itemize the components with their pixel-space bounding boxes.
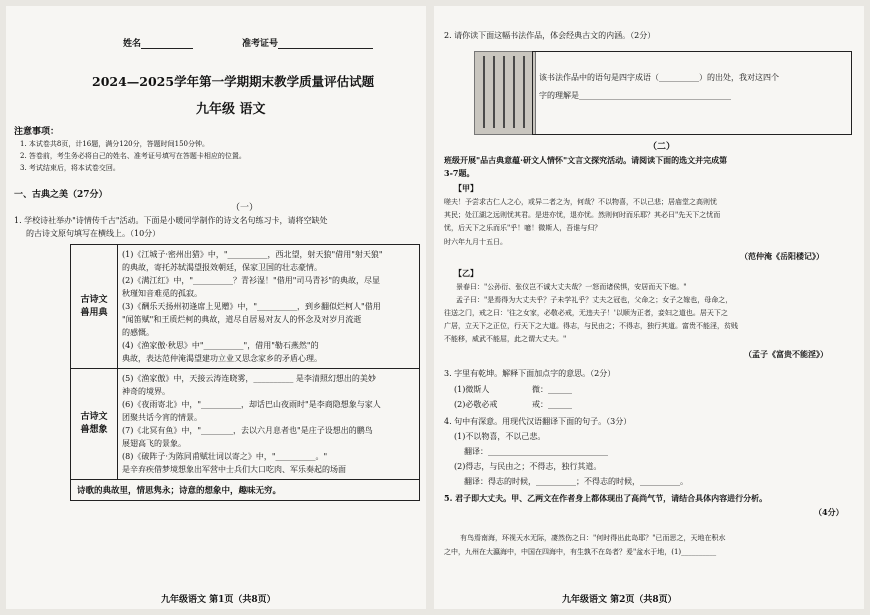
page-footer: 九年级语文 第1页（共8页）: [161, 595, 276, 605]
items-cell: [118, 369, 420, 480]
blank-item: 的感慨。: [122, 328, 154, 337]
blank-item: "闻笛赋"和王质烂柯的典故，道尽自居易对友人的怀念及对岁月流逝: [122, 315, 362, 324]
passage-line: 景春曰："公孙衍、张仪岂不诚大丈夫哉？一怒而诸侯惧，安居而天下熄。": [456, 283, 687, 291]
passage-line: 嗟夫！予尝求古仁人之心，或异二者之为，何哉？不以物喜，不以己悲；居庙堂之高则忧: [444, 198, 717, 206]
question-5-score: （4分）: [814, 507, 844, 517]
intro-text: 班级开展"品古典意蕴·研文人情怀"文言文探究活动。请阅读下面的选文并完成第: [444, 155, 728, 165]
notice-item: 1. 本试卷共8页，计16题，满分120分，答题时间150分钟。: [20, 140, 209, 148]
blank-item: 秋瑾知音难觅的孤寂。: [122, 289, 202, 298]
q3-item: (2)必敬必戒: [454, 400, 498, 409]
blank-item: 神奇的境界。: [122, 387, 170, 396]
passage-line: 往送之门，戒之曰：'往之女家，必敬必戒，无违夫子！'以顺为正者，妾妇之道也。居天下之: [444, 309, 728, 317]
q3-item: (1)微斯人: [454, 385, 490, 394]
exam-subject: 九年级 语文: [196, 102, 266, 117]
passage-source: （范仲淹《岳阳楼记》）: [740, 251, 824, 261]
blank-item: (2)《满江红》中，"__________？青衫湿！"借用"司马青衫"的典故，尽显: [122, 276, 381, 285]
passage-line: 其民；处江湖之远则忧其君。是进亦忧，退亦忧。然则何时而乐耶？其必曰"先天下之忧而: [444, 211, 721, 219]
blank-item: (4)《渔家傲·秋思》中"__________"，借用"勒石燕然"的: [122, 341, 319, 350]
section-heading: 一、古典之美（27分）: [14, 190, 108, 200]
passage-label: 【乙】: [454, 268, 478, 278]
blank-item: 展翅高飞的景象。: [122, 439, 186, 448]
poem-practice-table: [70, 244, 420, 501]
passage-line: 不能移，威武不能屈，此之谓大丈夫。": [444, 335, 567, 343]
q4-item: (2)得志，与民由之；不得志，独行其道。: [454, 462, 602, 471]
question-1: 1. 学校诗社举办"诗情传千古"活动。下面是小暖同学制作的诗文名句练习卡，请将空缺处: [14, 216, 328, 225]
name-label: 姓名: [123, 36, 193, 49]
question-5: 5. 君子即大丈夫。甲、乙两文在作者身上都体现出了高尚气节，请结合具体内容进行分析。: [444, 493, 768, 503]
bottom-passage: 之中，九州在大瀛海中，中国在四海中，有生孰不在岛者？爰"盆水于地，(1)__________: [444, 548, 717, 556]
passage-line: 忧，后天下之乐而乐"乎！噫！微斯人，吾谁与归？: [444, 224, 602, 232]
blank-item: (3)《酬乐天扬州初逢席上见赠》中，"__________，到乡翻似烂柯人"借用: [122, 302, 381, 311]
page-footer: 九年级语文 第2页（共8页）: [562, 595, 677, 605]
intro-text-cont: 3-7题。: [444, 168, 475, 178]
part-marker: （一）: [231, 203, 259, 213]
items-cell: [118, 245, 420, 369]
q4-answer: 翻译：得志的时候，__________；不得志的时候，__________。: [464, 477, 688, 486]
calligraphy-answer-box: [532, 51, 852, 135]
exam-page-2: [434, 6, 864, 609]
passage-line: 时六年九月十五日。: [444, 238, 507, 246]
id-label: 准考证号: [242, 36, 373, 49]
blank-item: (5)《渔家傲》中，天接云涛连晓雾，__________ 是李清照幻想出的美妙: [122, 374, 376, 383]
passage-line: 广居，立天下之正位，行天下之大道。得志，与民由之；不得志，独行其道。富贵不能淫，贫贱: [444, 322, 738, 330]
passage-line: 孟子曰："是焉得为大丈夫乎？子未学礼乎？丈夫之冠也，父命之；女子之嫁也，母命之，: [456, 296, 733, 304]
exam-page-1: [6, 6, 426, 609]
blank-item: (1)《江城子·密州出猎》中，"__________，西北望，射天狼"借用"射天狼": [122, 250, 383, 259]
notice-item: 2. 答卷前，考生务必将自己的姓名、准考证号填写在答题卡相应的位置。: [20, 152, 246, 160]
blank-item: 典故，表达范仲淹渴望建功立业又思念家乡的矛盾心理。: [122, 354, 322, 363]
notice-item: 3. 考试结束后，将本试卷交回。: [20, 164, 120, 172]
blank-item: (7)《北冥有鱼》中，"________，去以六月息者也"是庄子设想出的鹏鸟: [122, 426, 373, 435]
blank-item: 的典故，寄托苏轼渴望报效朝廷，保家卫国的壮志豪情。: [122, 263, 322, 272]
q3-answer: 微：______: [532, 385, 572, 394]
answer-line: 该书法作品中的语句是四字成语（__________）的出处，我对这四个: [539, 73, 779, 82]
q4-answer: 翻译：______________________________: [464, 447, 608, 456]
answer-line: 字的理解是______________________________________: [539, 91, 731, 100]
question-3: 3. 字里有乾坤。解释下面加点字的意思。（2分）: [444, 369, 616, 378]
blank-item: (8)《破阵子·为陈同甫赋壮词以寄之》中，"__________。": [122, 452, 328, 461]
table-footer: 诗歌的典故里，情思隽永；诗意的想象中，趣味无穷。: [71, 480, 420, 501]
q4-item: (1)不以物喜，不以己悲。: [454, 432, 546, 441]
blank-item: 是辛弃疾借梦境想象出军营中士兵们大口吃肉、军乐奏起的场面: [122, 465, 346, 474]
passage-source: （孟子《富贵不能淫》）: [744, 349, 828, 359]
question-1-cont: 的古诗文原句填写在横线上。（10分）: [26, 229, 161, 238]
notice-heading: 注意事项：: [14, 127, 60, 137]
blank-item: (6)《夜雨寄北》中，"__________，却话巴山夜雨时"是李商隐想象与家人: [122, 400, 381, 409]
question-4: 4. 句中有深意。用现代汉语翻译下面的句子。（3分）: [444, 417, 632, 426]
blank-item: 团聚共话今宵的情景。: [122, 413, 202, 422]
category-cell: 古诗文 兽想象: [71, 369, 118, 480]
question-2: 2. 请你读下面这幅书法作品，体会经典古文的内涵。（2分）: [444, 31, 656, 40]
passage-label: 【甲】: [454, 183, 478, 193]
category-cell: 古诗文 兽用典: [71, 245, 118, 369]
exam-title: 2024—2025学年第一学期期末教学质量评估试题: [92, 74, 375, 89]
bottom-passage: 有鸟焉南海，环视天水无际，凄然伤之曰："何时得出此岛耶？"已而思之，天地在积水: [460, 534, 726, 542]
q3-answer: 戒：______: [532, 400, 572, 409]
part-marker: （二）: [648, 142, 676, 152]
calligraphy-image: [474, 51, 536, 135]
